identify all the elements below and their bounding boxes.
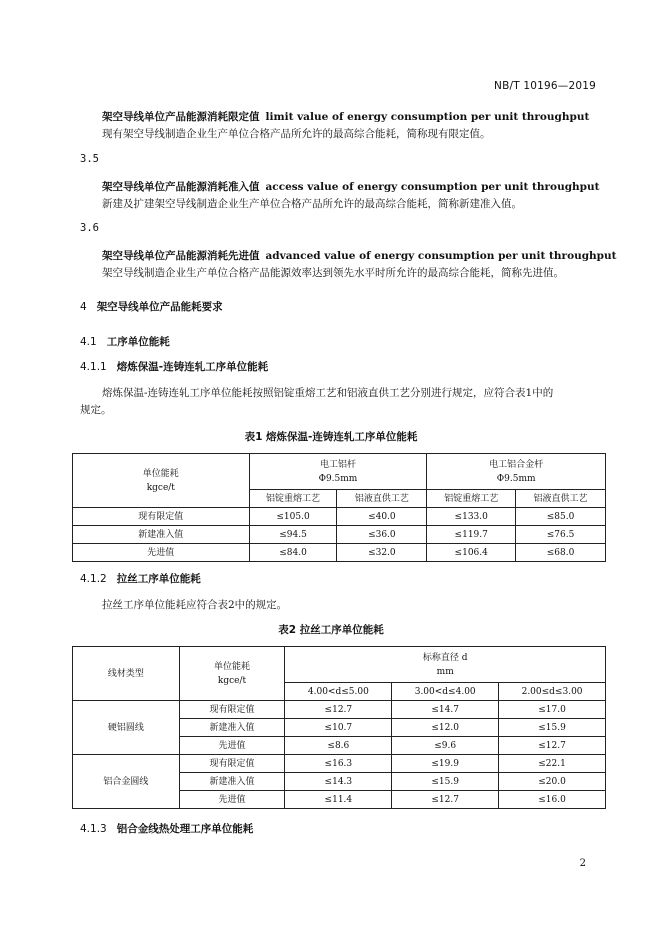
cell-value: ≤11.4	[285, 791, 392, 809]
cell-value: ≤16.3	[285, 755, 392, 773]
cell-value: ≤36.0	[337, 526, 427, 544]
term-limit-title	[102, 109, 589, 124]
unit-label: 单位能耗	[142, 468, 179, 479]
table2-caption: 表2 拉丝工序单位能耗	[278, 624, 384, 636]
row-label: 先进值	[73, 544, 250, 562]
unit: kgce/t	[146, 482, 175, 493]
section-title: 架空导线单位产品能耗要求	[96, 301, 223, 313]
process-header: 铝锭重熔工艺	[249, 490, 337, 508]
row-label: 现有限定值	[179, 755, 285, 773]
section-title: 铝合金线热处理工序单位能耗	[116, 823, 254, 835]
section-4-1-3-heading	[80, 821, 253, 836]
unit: kgce/t	[217, 675, 247, 686]
cell-value: ≤12.7	[392, 791, 499, 809]
cell-value: ≤133.0	[427, 508, 516, 526]
row-label: 先进值	[179, 791, 285, 809]
term-en: advanced value of energy consumption per unit throughput	[265, 250, 617, 262]
term-en: access value of energy consumption per unit throughput	[265, 181, 600, 193]
term-limit-definition: 现有架空导线制造企业生产单位合格产品所允许的最高综合能耗，简称现有限定值。	[102, 128, 491, 140]
cell-value: ≤106.4	[427, 544, 516, 562]
term-en: limit value of energy consumption per unit throughput	[265, 111, 590, 123]
group-spec: Φ9.5mm	[318, 473, 358, 484]
process-header: 铝液直供工艺	[516, 490, 606, 508]
process-header: 铝锭重熔工艺	[427, 490, 516, 508]
standard-code: NB/T 10196—2019	[494, 80, 596, 92]
section-title: 拉丝工序单位能耗	[116, 573, 201, 585]
row-label: 先进值	[179, 737, 285, 755]
cell-value: ≤16.0	[499, 791, 606, 809]
cell-value: ≤68.0	[516, 544, 606, 562]
wire-type: 硬铝圆线	[73, 701, 180, 755]
group-header	[427, 454, 606, 490]
cell-value: ≤40.0	[337, 508, 427, 526]
clause-number: 3.6	[80, 222, 99, 234]
diameter-label: 标称直径 d	[422, 652, 468, 663]
section-number: 4.1.3	[80, 823, 107, 835]
cell-value: ≤12.0	[392, 719, 499, 737]
cell-value: ≤32.0	[337, 544, 427, 562]
cell-value: ≤12.7	[499, 737, 606, 755]
term-zh: 架空导线单位产品能源消耗先进值	[102, 250, 260, 262]
table-row	[73, 544, 606, 562]
cell-value: ≤105.0	[249, 508, 337, 526]
section-number: 4.1	[80, 336, 97, 348]
term-access-definition: 新建及扩建架空导线制造企业生产单位合格产品所允许的最高综合能耗，简称新建准入值。	[102, 198, 522, 210]
section-number: 4.1.2	[80, 573, 107, 585]
cell-value: ≤85.0	[516, 508, 606, 526]
paragraph-line: 熔炼保温-连铸连轧工序单位能耗按照铝锭重熔工艺和铝液直供工艺分别进行规定，应符合表1中的	[102, 387, 554, 399]
term-zh: 架空导线单位产品能源消耗限定值	[102, 111, 260, 123]
section-title: 工序单位能耗	[106, 336, 170, 348]
cell-value: ≤20.0	[499, 773, 606, 791]
section-4-1-2-heading	[80, 571, 201, 586]
range-header: 2.00≤d≤3.00	[499, 683, 606, 701]
row-label: 新建准入值	[179, 773, 285, 791]
cell-value: ≤10.7	[285, 719, 392, 737]
paragraph: 拉丝工序单位能耗应符合表2中的规定。	[102, 599, 288, 611]
table1-caption: 表1 熔炼保温-连铸连轧工序单位能耗	[244, 431, 418, 443]
diameter-unit: mm	[436, 666, 454, 677]
term-access-title	[102, 179, 600, 194]
cell-value: ≤19.9	[392, 755, 499, 773]
unit-label: 单位能耗	[214, 661, 251, 672]
process-header: 铝液直供工艺	[337, 490, 427, 508]
row-label: 现有限定值	[179, 701, 285, 719]
cell-value: ≤15.9	[392, 773, 499, 791]
table-row	[73, 755, 606, 773]
cell-value: ≤84.0	[249, 544, 337, 562]
table1	[72, 453, 606, 562]
row-label: 现有限定值	[73, 508, 250, 526]
group-spec: Φ9.5mm	[496, 473, 536, 484]
cell-value: ≤9.6	[392, 737, 499, 755]
section-4-1-1-heading	[80, 359, 268, 374]
cell-value: ≤14.7	[392, 701, 499, 719]
cell-value: ≤76.5	[516, 526, 606, 544]
unit-header	[179, 647, 285, 701]
wire-type: 铝合金圆线	[73, 755, 180, 809]
section-number: 4	[80, 301, 87, 313]
cell-value: ≤12.7	[285, 701, 392, 719]
type-header: 线材类型	[73, 647, 180, 701]
cell-value: ≤14.3	[285, 773, 392, 791]
section-number: 4.1.1	[80, 361, 107, 373]
term-advanced-title	[102, 248, 617, 263]
row-label: 新建准入值	[179, 719, 285, 737]
term-zh: 架空导线单位产品能源消耗准入值	[102, 181, 260, 193]
range-header: 3.00<d≤4.00	[392, 683, 499, 701]
cell-value: ≤94.5	[249, 526, 337, 544]
cell-value: ≤17.0	[499, 701, 606, 719]
unit-header	[73, 454, 250, 508]
range-header: 4.00<d≤5.00	[285, 683, 392, 701]
cell-value: ≤22.1	[499, 755, 606, 773]
cell-value: ≤15.9	[499, 719, 606, 737]
cell-value: ≤8.6	[285, 737, 392, 755]
table2	[72, 646, 606, 809]
paragraph-line: 规定。	[80, 404, 112, 416]
diameter-header	[285, 647, 606, 683]
section-title: 熔炼保温-连铸连轧工序单位能耗	[116, 361, 269, 373]
table-row	[73, 526, 606, 544]
group-name: 电工铝合金杆	[489, 459, 544, 470]
group-name: 电工铝杆	[319, 459, 356, 470]
clause-number: 3.5	[80, 153, 99, 165]
page-number: 2	[579, 858, 586, 869]
table-row	[73, 508, 606, 526]
section-4-1-heading	[80, 334, 170, 349]
term-advanced-definition: 架空导线制造企业生产单位合格产品能源效率达到领先水平时所允许的最高综合能耗，简称先进值。	[102, 267, 564, 279]
table-row	[73, 701, 606, 719]
section-4-heading	[80, 299, 223, 314]
cell-value: ≤119.7	[427, 526, 516, 544]
row-label: 新建准入值	[73, 526, 250, 544]
group-header	[249, 454, 427, 490]
